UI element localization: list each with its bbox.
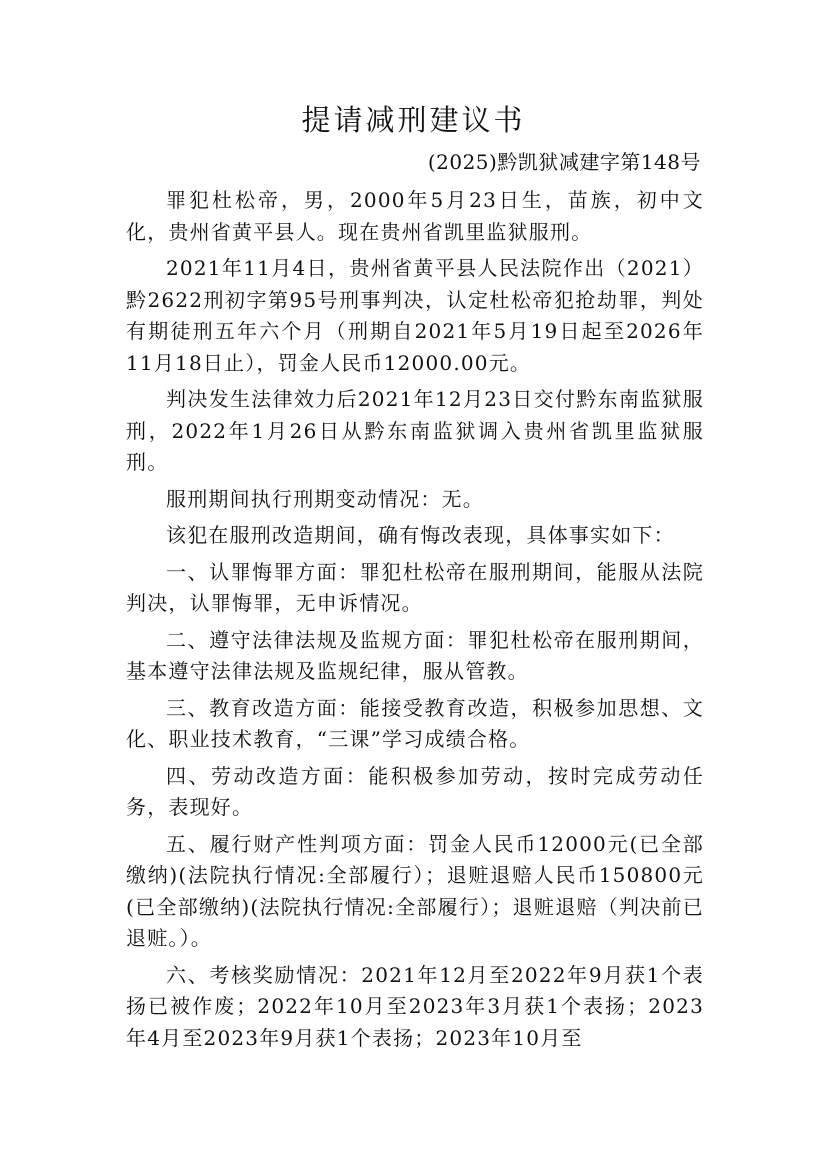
paragraph-sentence-changes: 服刑期间执行刑期变动情况：无。 (166, 486, 484, 511)
document-title: 提请减刑建议书 (301, 103, 526, 137)
paragraph-plea: 一、认罪悔罪方面：罪犯杜松帝在服刑期间，能服从法院判决，认罪悔罪，无申诉情况。 (126, 559, 704, 615)
document-body (126, 185, 704, 1059)
paragraph-repentance-intro: 该犯在服刑改造期间，确有悔改表现，具体事实如下： (166, 523, 675, 547)
paragraph-rewards: 六、考核奖励情况：2021年12月至2022年9月获1个表扬已被作废；2022年10月至2023年3月获1个表扬；2023年4月至2023年9月获1个表扬；2023年10月至 (126, 962, 704, 1050)
paragraph-labor: 四、劳动改造方面：能积极参加劳动，按时完成劳动任务，表现好。 (126, 763, 704, 819)
paragraph-education: 三、教育改造方面：能接受教育改造，积极参加思想、文化、职业技术教育，“三课”学习成绩合格。 (126, 695, 704, 751)
paragraph-transfer: 判决发生法律效力后2021年12月23日交付黔东南监狱服刑，2022年1月26日从黔东南监狱调入贵州省凯里监狱服刑。 (126, 387, 704, 474)
paragraph-offender-info: 罪犯杜松帝，男，2000年5月23日生，苗族，初中文化，贵州省黄平县人。现在贵州省凯里监狱服刑。 (126, 188, 704, 244)
paragraph-judgment: 2021年11月4日，贵州省黄平县人民法院作出（2021）黔2622刑初字第95号刑事判决，认定杜松帝犯抢劫罪，判处有期徒刑五年六个月（刑期自2021年5月19日起至2026年11月18日止），罚金人民币12000.00元。 (126, 256, 704, 375)
document-number: (2025)黔凯狱减建字第148号 (427, 150, 701, 174)
paragraph-property-obligations: 五、履行财产性判项方面：罚金人民币12000元(已全部缴纳)(法院执行情况:全部履行）；退赃退赔人民币150800元(已全部缴纳)(法院执行情况:全部履行）；退赃退赔（判决前已退赃。）。 (126, 831, 704, 950)
paragraph-law-compliance: 二、遵守法律法规及监规方面：罪犯杜松帝在服刑期间，基本遵守法律法规及监规纪律，服从管教。 (126, 627, 704, 683)
